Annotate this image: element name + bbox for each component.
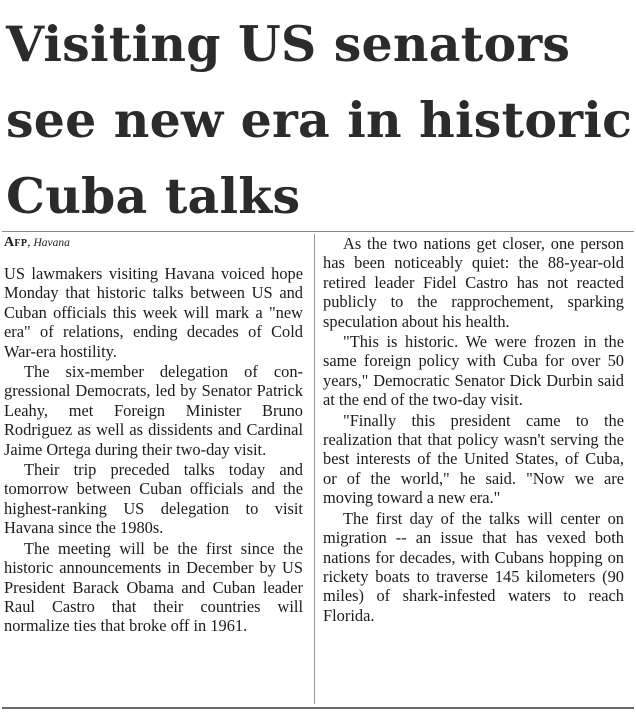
headline-line-3: Cuba talks	[6, 167, 301, 225]
paragraph-6: "This is historic. We were frozen in the same foreign policy with Cuba for over 50 years," Democratic Senator Dick Durbin said at the end of the two-day visit.	[323, 332, 624, 410]
paragraph-4: The meeting will be the first since the historic announcements in December by US President Barack Obama and Cuban leader Raul Castro that their countries will normalize ties that broke off in 1961.	[4, 538, 303, 636]
paragraph-7: "Finally this president came to the realization that that policy wasn't serving the best interests of the United States, of Cuba, or of the world," he said. "Now we are moving toward a new era."	[323, 410, 624, 508]
paragraph-1: US lawmakers visiting Havana voiced hope Monday that historic talks between US and Cuban officials this week will mark a "new era" of relations, ending decades of Cold War-era hostility.	[4, 264, 303, 361]
article-column-left	[4, 234, 303, 637]
headline-line-1: Visiting US senators	[6, 15, 571, 73]
paragraph-2: The six-member delegation of congressional Democrats, led by Senator Patrick Leahy, met Foreign Minister Bruno Rodriguez as well as dissidents and Cardinal Jaime Ortega during their two-day visit.	[4, 362, 303, 459]
headline-line-2: see new era in historic	[6, 91, 633, 149]
article-column-right	[323, 234, 624, 626]
byline-place: Havana	[33, 237, 70, 249]
headline	[6, 6, 633, 234]
bottom-rule	[2, 707, 634, 709]
byline	[4, 234, 303, 251]
byline-agency: Afp	[4, 235, 28, 250]
paragraph-3: Their trip preceded talks today and tomorrow between Cuban officials and the highest-ranking US delegation to visit Havana since the 1980s.	[4, 460, 303, 538]
paragraph-8: The first day of the talks will center on migration -- an issue that has vexed both nations for decades, with Cubans hopping on rickety boats to traverse 145 kilometers (90 miles) of shark-infested waters to reach Florida.	[323, 508, 624, 625]
column-divider	[314, 234, 315, 704]
paragraph-5: As the two nations get closer, one person has been noticeably quiet: the 88-year-old retired leader Fidel Castro has not reacted publicly to the rapprochement, sparking speculation about his health.	[323, 234, 624, 331]
byline-separator: ,	[27, 234, 31, 249]
headline-divider	[2, 231, 634, 232]
